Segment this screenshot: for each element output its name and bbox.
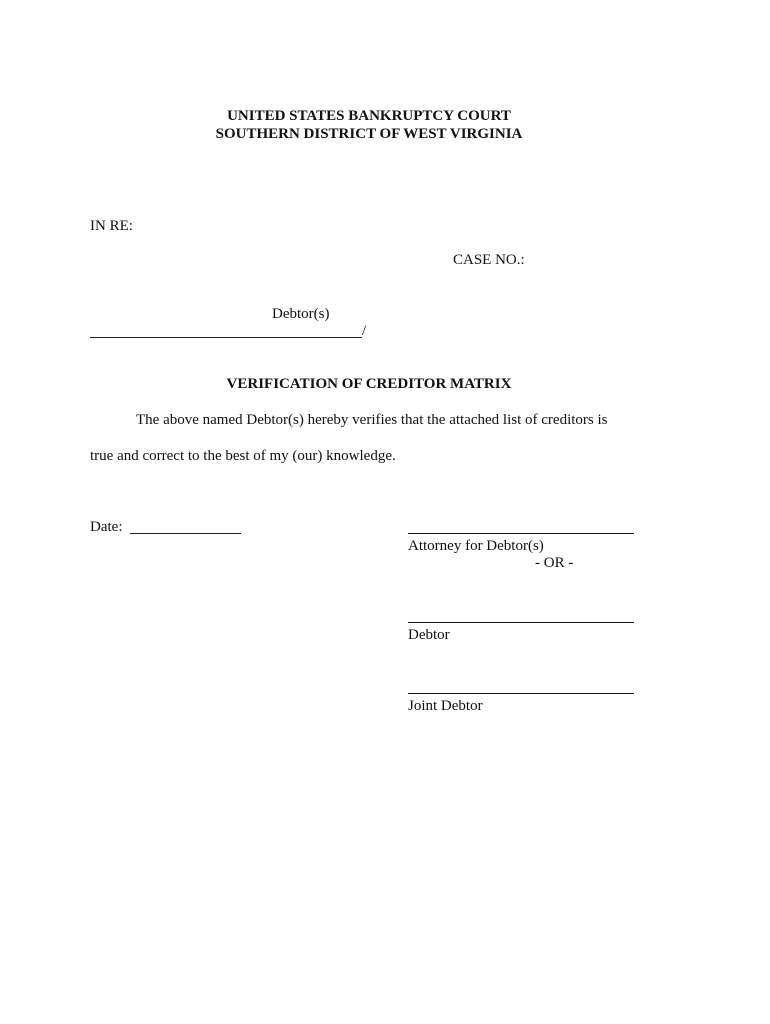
case-number-label: CASE NO.: (453, 252, 525, 268)
or-label: - OR - (535, 555, 574, 571)
attorney-signature-line (408, 533, 634, 534)
caption-rule (90, 337, 362, 338)
date-label: Date: (90, 519, 123, 535)
attorney-label: Attorney for Debtor(s) (408, 538, 544, 554)
verification-text-line1: The above named Debtor(s) hereby verifies that the attached list of creditors is (136, 412, 608, 428)
in-re-label: IN RE: (90, 218, 133, 234)
caption-slash: / (362, 323, 367, 339)
document-title: VERIFICATION OF CREDITOR MATRIX (226, 376, 512, 392)
debtor-signature-line (408, 622, 634, 623)
joint-debtor-signature-line (408, 693, 634, 694)
date-field-line (130, 533, 241, 534)
court-name: UNITED STATES BANKRUPTCY COURT (227, 108, 511, 124)
court-district: SOUTHERN DISTRICT OF WEST VIRGINIA (215, 126, 523, 142)
debtor-label: Debtor (408, 627, 450, 643)
verification-text-line2: true and correct to the best of my (our) knowledge. (90, 448, 396, 464)
joint-debtor-label: Joint Debtor (408, 698, 483, 714)
debtors-label: Debtor(s) (272, 306, 330, 322)
